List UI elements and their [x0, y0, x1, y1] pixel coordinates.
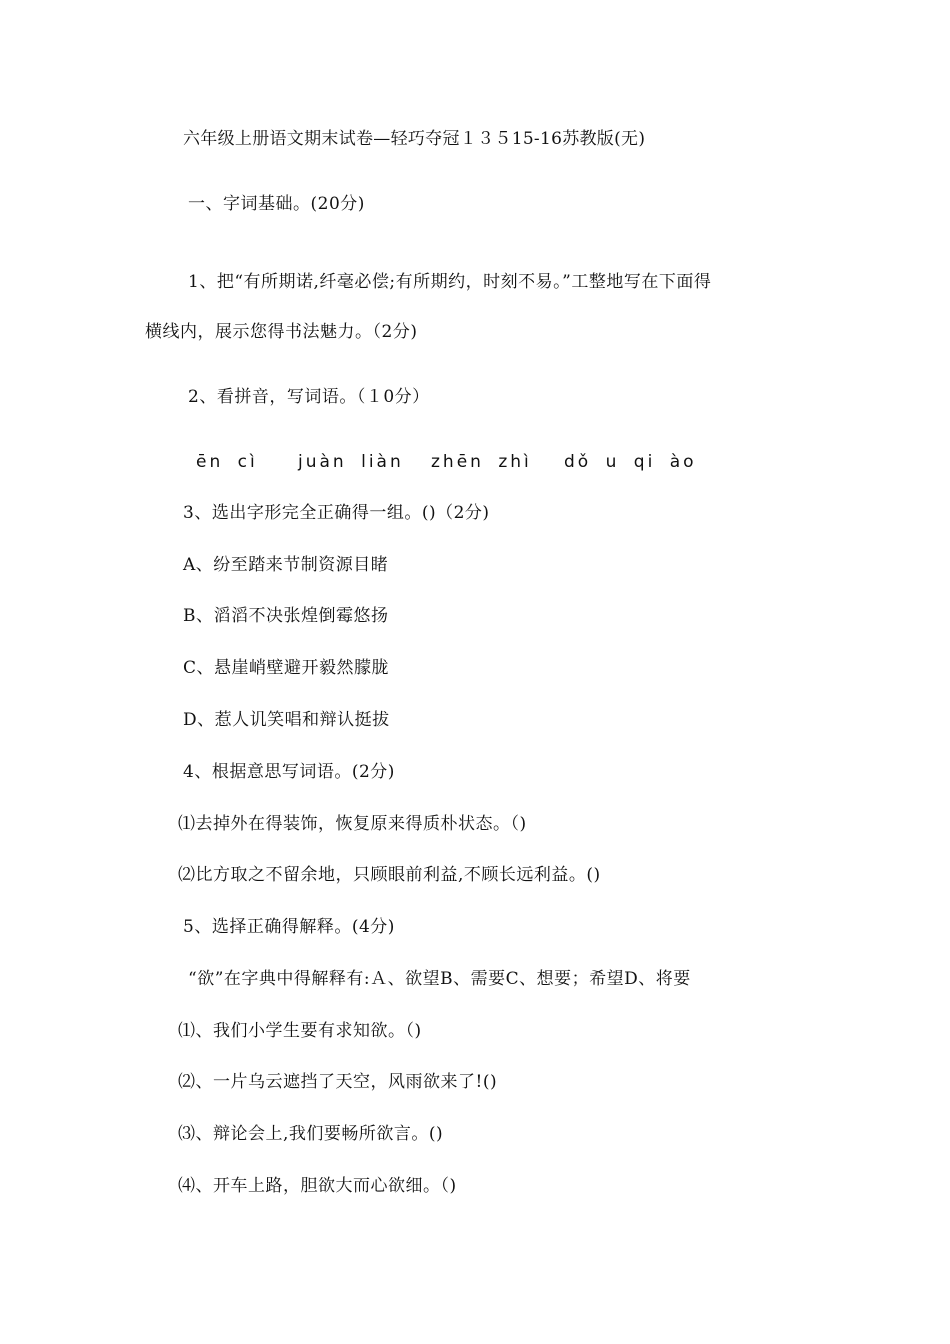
question-3-option-d: D、惹人讥笑唱和辩认挺拔 [183, 710, 390, 730]
question-5-definition: “欲”在字典中得解释有:Ａ、欲望B、需要C、想要；希望D、将要 [188, 969, 691, 989]
question-5-item-4: ⑷、开车上路，胆欲大而心欲细。（) [178, 1176, 457, 1196]
question-5-item-3: ⑶、辩论会上,我们要畅所欲言。() [178, 1124, 444, 1144]
question-3-prompt: 3、选出字形完全正确得一组。()（2分) [183, 503, 490, 523]
question-3-option-a: A、纷至踏来节制资源目睹 [183, 555, 389, 575]
question-1-line-2: 横线内，展示您得书法魅力。（2分) [145, 322, 418, 342]
question-3-option-b: B、滔滔不决张煌倒霉悠扬 [183, 606, 389, 626]
question-2-prompt: 2、看拼音，写词语。（１0分） [188, 387, 430, 407]
question-4-item-1: ⑴去掉外在得装饰，恢复原来得质朴状态。（) [178, 814, 527, 834]
question-1-line-1: 1、把“有所期诺,纤毫必偿;有所期约，时刻不易。”工整地写在下面得 [188, 272, 712, 292]
pinyin-item-3: zhēn zhì [431, 452, 532, 472]
pinyin-item-1: ēn cì [196, 452, 258, 472]
question-4-prompt: 4、根据意思写词语。(2分) [183, 762, 395, 782]
pinyin-item-4: dǒ u qi ào [564, 452, 697, 472]
section-heading: 一、字词基础。(20分) [188, 194, 365, 214]
question-5-item-1: ⑴、我们小学生要有求知欲。（) [178, 1021, 422, 1041]
question-5-prompt: 5、选择正确得解释。(4分) [183, 917, 395, 937]
exam-title: 六年级上册语文期末试卷—轻巧夺冠１３５15-16苏教版(无) [183, 129, 646, 149]
question-3-option-c: C、悬崖峭壁避开毅然朦胧 [183, 658, 390, 678]
question-4-item-2: ⑵比方取之不留余地，只顾眼前利益,不顾长远利益。() [178, 865, 601, 885]
pinyin-item-2: juàn liàn [298, 452, 404, 472]
question-5-item-2: ⑵、一片乌云遮挡了天空，风雨欲来了!() [178, 1072, 498, 1092]
